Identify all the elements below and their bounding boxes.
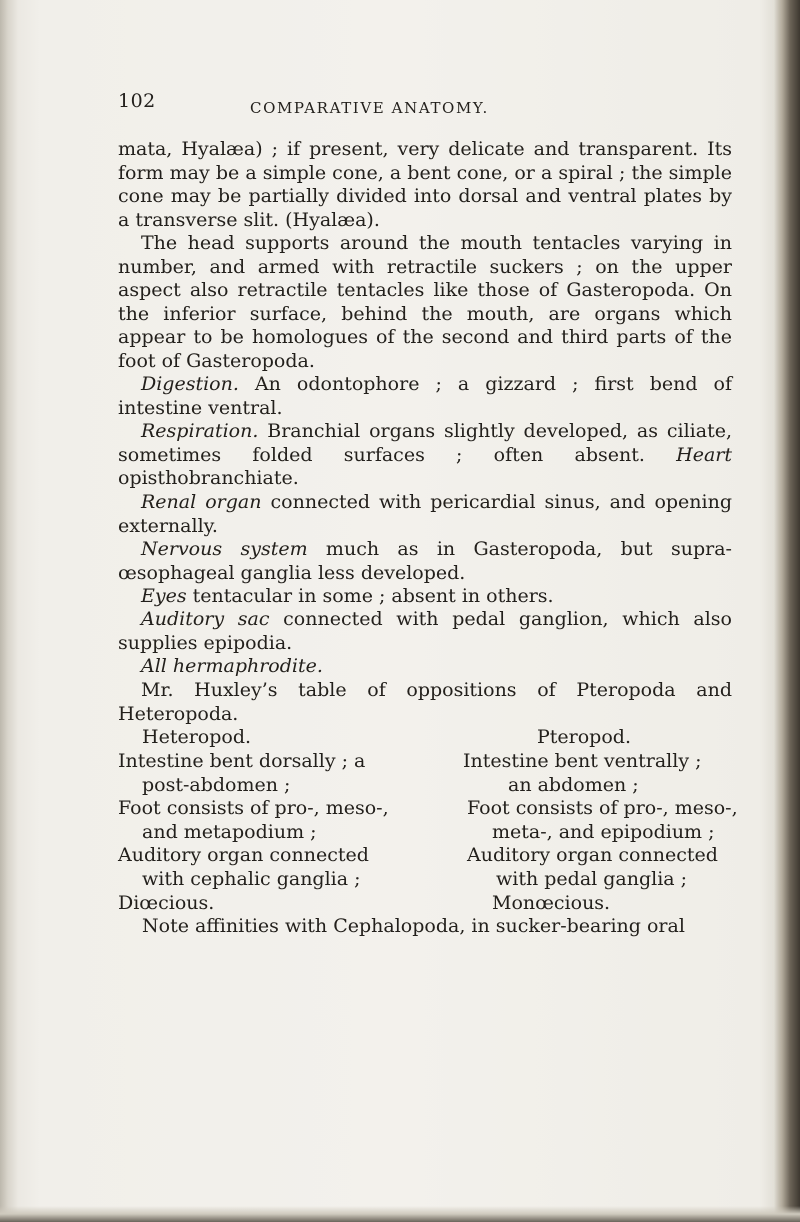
page-number: 102 [118, 90, 156, 112]
renal-organ-text: connected with pericardial sinus, and opening externally. [118, 491, 732, 537]
digestion-text: An odontophore ; a gizzard ; first bend of intestine ventral. [118, 373, 732, 419]
page-gutter-shadow [0, 0, 18, 1222]
heteropod-line: and metapodium ; [142, 821, 317, 843]
pteropod-column-header: Pteropod. [537, 726, 631, 748]
pteropod-line: Foot consists of pro-, meso-, [467, 797, 738, 819]
eyes-text: tentacular in some ; absent in others. [186, 585, 554, 607]
pteropod-line: Intestine bent ventrally ; [463, 750, 702, 772]
digestion-label: Digestion. [141, 373, 239, 395]
paragraph-shell-description: mata, Hyalæa) ; if present, very delicate and transparent. Its form may be a simple cone, a bent cone, or a spiral ; the simple cone may be partially divided into dorsal and ventral plates by a transverse slit. (Hyalæa). [118, 138, 732, 231]
heart-label: Heart [676, 443, 732, 466]
auditory-sac-text: connected with pedal ganglion, which also supplies epipodia. [118, 608, 732, 654]
paragraph-auditory-sac [118, 608, 732, 655]
page-bottom-edge [0, 1206, 800, 1222]
pteropod-line: an abdomen ; [508, 774, 639, 796]
page-edge-shadow [774, 0, 800, 1222]
pteropod-line: Auditory organ connected [467, 844, 718, 866]
running-head: COMPARATIVE ANATOMY. [250, 99, 489, 117]
nervous-system-label: Nervous system [141, 538, 308, 560]
eyes-label: Eyes [141, 585, 187, 607]
paragraph-hermaphrodite [118, 655, 732, 679]
pteropod-line: with pedal ganglia ; [496, 868, 688, 890]
pteropod-line: Monœcious. [492, 892, 611, 914]
respiration-text: Branchial organs slightly developed, as ciliate, sometimes folded surfaces ; often absent. [118, 420, 732, 466]
heteropod-line: Auditory organ connected [118, 844, 369, 866]
renal-organ-label: Renal organ [141, 491, 262, 513]
paragraph-respiration [118, 420, 732, 491]
paragraph-huxley-table-intro: Mr. Huxley’s table of oppositions of Pteropoda and Heteropoda. [118, 679, 732, 725]
heteropod-line: Diœcious. [118, 892, 215, 914]
paragraph-nervous-system [118, 538, 732, 585]
paragraph-head: The head supports around the mouth tentacles varying in number, and armed with retractile suckers ; on the upper aspect also retractile tentacles like those of Gasteropoda. On the inferior surface, behind the mouth, are organs which appear to be homologues of the second and third parts of the foot of Gasteropoda. [118, 232, 732, 372]
heteropod-column-header: Heteropod. [142, 726, 252, 748]
closing-line: Note affinities with Cephalopoda, in sucker-bearing oral [142, 915, 685, 937]
heteropod-line: Intestine bent dorsally ; a [118, 750, 366, 772]
paragraph-eyes [118, 585, 732, 609]
auditory-sac-label: Auditory sac [141, 608, 270, 630]
paragraph-digestion [118, 373, 732, 420]
heteropod-line: Foot consists of pro-, meso-, [118, 797, 389, 819]
heteropod-line: with cephalic ganglia ; [142, 868, 361, 890]
respiration-label: Respiration. [141, 420, 259, 442]
heart-text: opisthobranchiate. [118, 467, 299, 489]
nervous-system-text: much as in Gasteropoda, but supra-œsophageal ganglia less developed. [118, 538, 732, 584]
paragraph-renal-organ [118, 491, 732, 538]
hermaphrodite-label: All hermaphrodite. [141, 655, 323, 677]
heteropod-line: post-abdomen ; [142, 774, 291, 796]
pteropod-line: meta-, and epipodium ; [492, 821, 715, 843]
